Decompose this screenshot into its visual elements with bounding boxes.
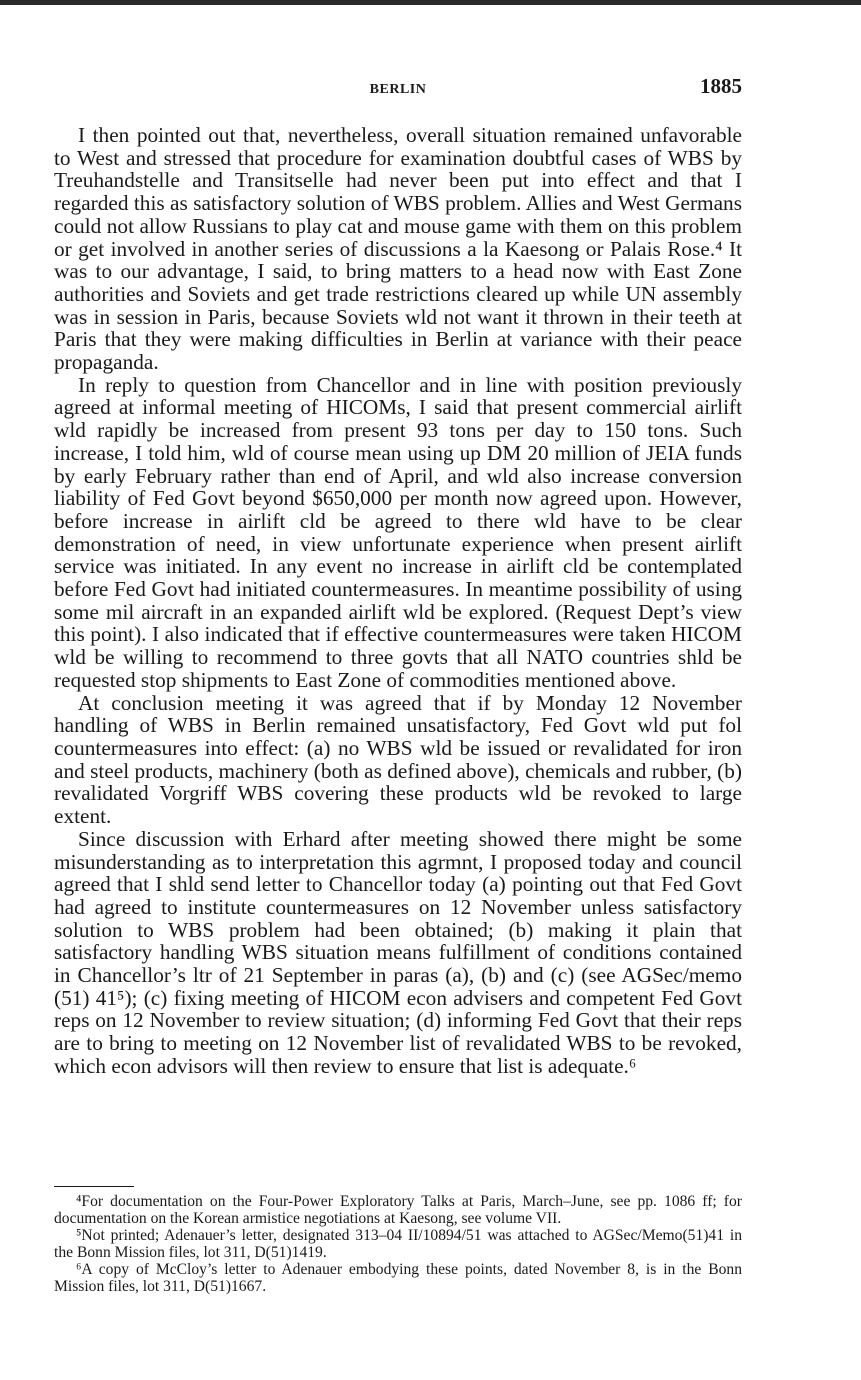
body-text [54,124,742,1078]
running-header [54,74,742,104]
footnote-4: ⁴For documentation on the Four-Power Exploratory Talks at Paris, March–June, see pp. 1086 ff; for documentation on the Korean armistice negotiations at Kaesong, see volume VII. [54,1193,742,1227]
running-title: BERLIN [369,82,427,97]
page-edge [0,0,861,5]
footnote-divider [54,1186,134,1187]
footnotes [54,1194,742,1295]
paragraph-1: I then pointed out that, nevertheless, overall situation remained unfavorable to West and stressed that procedure for examination doubtful cases of WBS by Treuhandstelle and Transitselle had never been put into effect and that I regarded this as satisfactory solution of WBS problem. Allies and West Germans could not allow Russians to play cat and mouse game with them on this problem or get involved in another series of discussions a la Kaesong or Palais Rose.⁴ It was to our advantage, I said, to bring matters to a head now with East Zone authorities and Soviets and get trade restrictions cleared up while UN assembly was in session in Paris, because Soviets wld not want it thrown in their teeth at Paris that they were making difficulties in Berlin at variance with their peace propaganda. [54,123,742,375]
paragraph-4: Since discussion with Erhard after meeting showed there might be some misunderstanding as to interpretation this agrmnt, I proposed today and council agreed that I shld send letter to Chancellor today (a) pointing out that Fed Govt had agreed to institute countermeasures on 12 November unless satisfactory solution to WBS problem had been obtained; (b) making it plain that satisfactory handling WBS situation means fulfillment of conditions contained in Chancellor’s ltr of 21 September in paras (a), (b) and (c) (see AGSec/memo (51) 41⁵); (c) fixing meeting of HICOM econ advisers and competent Fed Govt reps on 12 November to review situation; (d) informing Fed Govt that their reps are to bring to meeting on 12 November list of revalidated WBS to be revoked, which econ advisors will then review to ensure that list is adequate.⁶ [54,826,742,1078]
page-number: 1885 [700,74,742,98]
paragraph-2: In reply to question from Chancellor and in line with position previously agreed at informal meeting of HICOMs, I said that present commercial airlift wld rapidly be increased from present 93 tons per day to 150 tons. Such increase, I told him, wld of course mean using up DM 20 million of JEIA funds by early February rather than end of April, and wld also increase conversion liability of Fed Govt beyond $650,000 per month now agreed upon. However, before increase in airlift cld be agreed to there wld have to be clear demonstration of need, in view unfortunate experience when present airlift service was initiated. In any event no increase in airlift cld be contemplated before Fed Govt had initiated countermeasures. In meantime possibility of using some mil aircraft in an expanded airlift wld be explored. (Request Dept’s view this point). I also indicated that if effective countermeasures were taken HICOM wld be willing to recommend to three govts that all NATO countries shld be requested stop shipments to East Zone of commodities mentioned above. [54,372,742,692]
paragraph-3: At conclusion meeting it was agreed that if by Monday 12 November handling of WBS in Berlin remained unsatisfactory, Fed Govt wld put fol countermeasures into effect: (a) no WBS wld be issued or revalidated for iron and steel products, machinery (both as defined above), chemicals and rubber, (b) revalidated Vorgriff WBS covering these products wld be revoked to large extent. [54,690,742,829]
footnote-6: ⁶A copy of McCloy’s letter to Adenauer embodying these points, dated November 8, is in the Bonn Mission files, lot 311, D(51)1667. [54,1260,742,1295]
footnote-5: ⁵Not printed; Adenauer’s letter, designated 313–04 II/10894/51 was attached to AGSec/Memo(51)41 in the Bonn Mission files, lot 311, D(51)1419. [54,1226,742,1261]
